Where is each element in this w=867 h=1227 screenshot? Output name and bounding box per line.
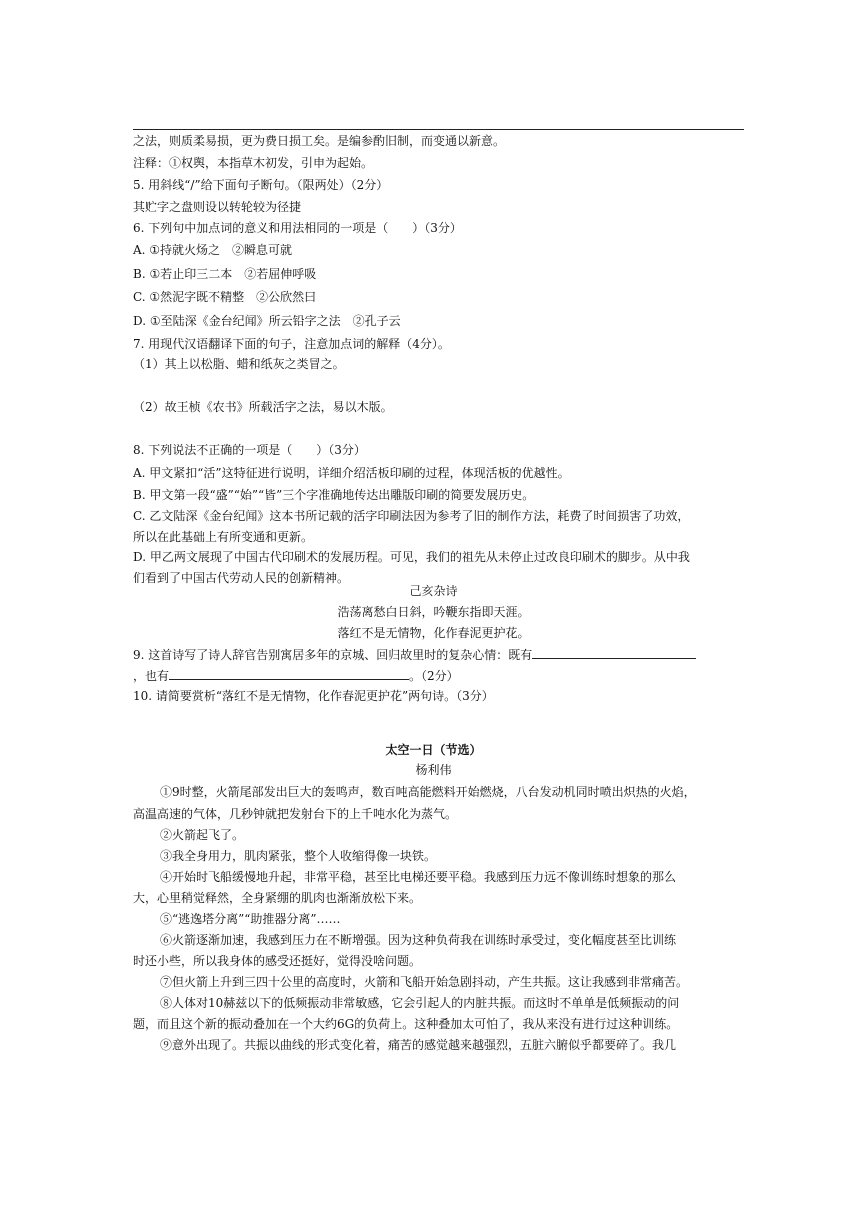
article-line: ⑥火箭逐渐加速，我感到压力在不断增强。因为这种负荷我在训练时承受过，变化幅度甚至比训练 bbox=[160, 933, 677, 947]
question-9-cont bbox=[133, 667, 459, 684]
article-line: ⑦但火箭上升到三四十公里的高度时，火箭和飞船开始急剧抖动，产生共振。这让我感到非常痛苦。 bbox=[160, 975, 689, 989]
answer-blank-1[interactable] bbox=[532, 646, 696, 659]
question-9-text-2: ，也有 bbox=[133, 669, 170, 683]
option-6c: C. ①然泥字既不精整 ②公欣然曰 bbox=[133, 290, 317, 304]
question-9 bbox=[133, 646, 696, 663]
question-7-1: （1）其上以松脂、蜡和纸灰之类冒之。 bbox=[133, 357, 345, 371]
poem-title: 己亥杂诗 bbox=[409, 584, 458, 598]
article-author: 杨利伟 bbox=[415, 763, 452, 777]
article-line: ①9时整，火箭尾部发出巨大的轰鸣声，数百吨高能燃料开始燃烧，八台发动机同时喷出炽热的火焰， bbox=[160, 785, 696, 799]
poem-line-1: 浩荡离愁白日斜，吟鞭东指即天涯。 bbox=[337, 605, 530, 619]
option-8c-cont: 所以在此基础上有所变通和更新。 bbox=[133, 530, 314, 544]
article-title: 太空一日（节选） bbox=[385, 743, 482, 757]
article-line: ④开始时飞船缓慢地升起，非常平稳，甚至比电梯还要平稳。我感到压力远不像训练时想象的那么 bbox=[160, 870, 677, 884]
answer-blank-2[interactable] bbox=[169, 667, 409, 680]
option-6a: A. ①持就火炀之 ②瞬息可就 bbox=[133, 243, 293, 257]
question-5: 5. 用斜线“/”给下面句子断句。（限两处）（2分） bbox=[133, 178, 389, 192]
article-line: ②火箭起飞了。 bbox=[160, 828, 245, 842]
article-line: ⑧人体对10赫兹以下的低频振动非常敏感，它会引起人的内脏共振。而这时不单单是低频振动的问 bbox=[160, 996, 680, 1010]
question-7: 7. 用现代汉语翻译下面的句子，注意加点词的解释（4分）。 bbox=[133, 337, 450, 351]
option-8d: D. 甲乙两文展现了中国古代印刷术的发展历程。可见，我们的祖先从未停止过改良印刷术的脚步。从中我 bbox=[133, 550, 690, 564]
article-line: ③我全身用力，肌肉紧张，整个人收缩得像一块铁。 bbox=[160, 849, 437, 863]
question-9-text: 9. 这首诗写了诗人辞官告别寓居多年的京城、回归故里时的复杂心情：既有 bbox=[133, 648, 533, 662]
option-6b: B. ①若止印三二本 ②若屈伸呼吸 bbox=[133, 267, 317, 281]
article-line: 时还小些，所以我身体的感受还挺好，觉得没啥问题。 bbox=[133, 954, 422, 968]
article-line: 大，心里稍觉释然，全身紧绷的肌肉也渐渐放松下来。 bbox=[133, 891, 422, 905]
article-line: 题，而且这个新的振动叠加在一个大约6G的负荷上。这种叠加太可怕了，我从来没有进行过这种训练。 bbox=[133, 1017, 679, 1031]
question-7-2: （2）故王桢《农书》所载活字之法，易以木版。 bbox=[133, 400, 393, 414]
question-6: 6. 下列句中加点词的意义和用法相同的一项是（ ）（3分） bbox=[133, 221, 462, 235]
question-8: 8. 下列说法不正确的一项是（ ）（3分） bbox=[133, 443, 366, 457]
option-8c: C. 乙文陆深《金台纪闻》这本书所记载的活字印刷法因为参考了旧的制作方法，耗费了时间损害了功效， bbox=[133, 509, 690, 523]
option-8b: B. 甲文第一段“盛”“始”“皆”三个字准确地传达出雕版印刷的简要发展历史。 bbox=[133, 488, 535, 502]
article-line: ⑨意外出现了。共振以曲线的形式变化着，痛苦的感觉越来越强烈，五脏六腑似乎都要碎了。我几 bbox=[160, 1038, 677, 1052]
annotation-line: 注释：①权舆，本指草木初发，引申为起始。 bbox=[133, 156, 374, 170]
question-5-sentence: 其贮字之盘则设以转轮较为径捷 bbox=[133, 200, 302, 214]
passage-line: 之法，则质柔易损，更为费日损工矣。是编参酌旧制，而变通以新意。 bbox=[133, 134, 506, 148]
option-8d-cont: 们看到了中国古代劳动人民的创新精神。 bbox=[133, 571, 350, 585]
poem-line-2: 落红不是无情物，化作春泥更护花。 bbox=[337, 626, 530, 640]
question-10: 10. 请简要赏析“落红不是无情物，化作春泥更护花”两句诗。（3分） bbox=[133, 689, 494, 703]
question-9-score: 。（2分） bbox=[409, 669, 459, 683]
option-8a: A. 甲文紧扣“活”这特征进行说明，详细介绍活板印刷的过程，体现活板的优越性。 bbox=[133, 466, 570, 480]
option-6d: D. ①至陆深《金台纪闻》所云铅字之法 ②孔子云 bbox=[133, 314, 401, 328]
article-line: 高温高速的气体，几秒钟就把发射台下的上千吨水化为蒸气。 bbox=[133, 807, 458, 821]
article-line: ⑤“逃逸塔分离”“助推器分离”…… bbox=[160, 912, 341, 926]
top-rule bbox=[133, 129, 744, 130]
